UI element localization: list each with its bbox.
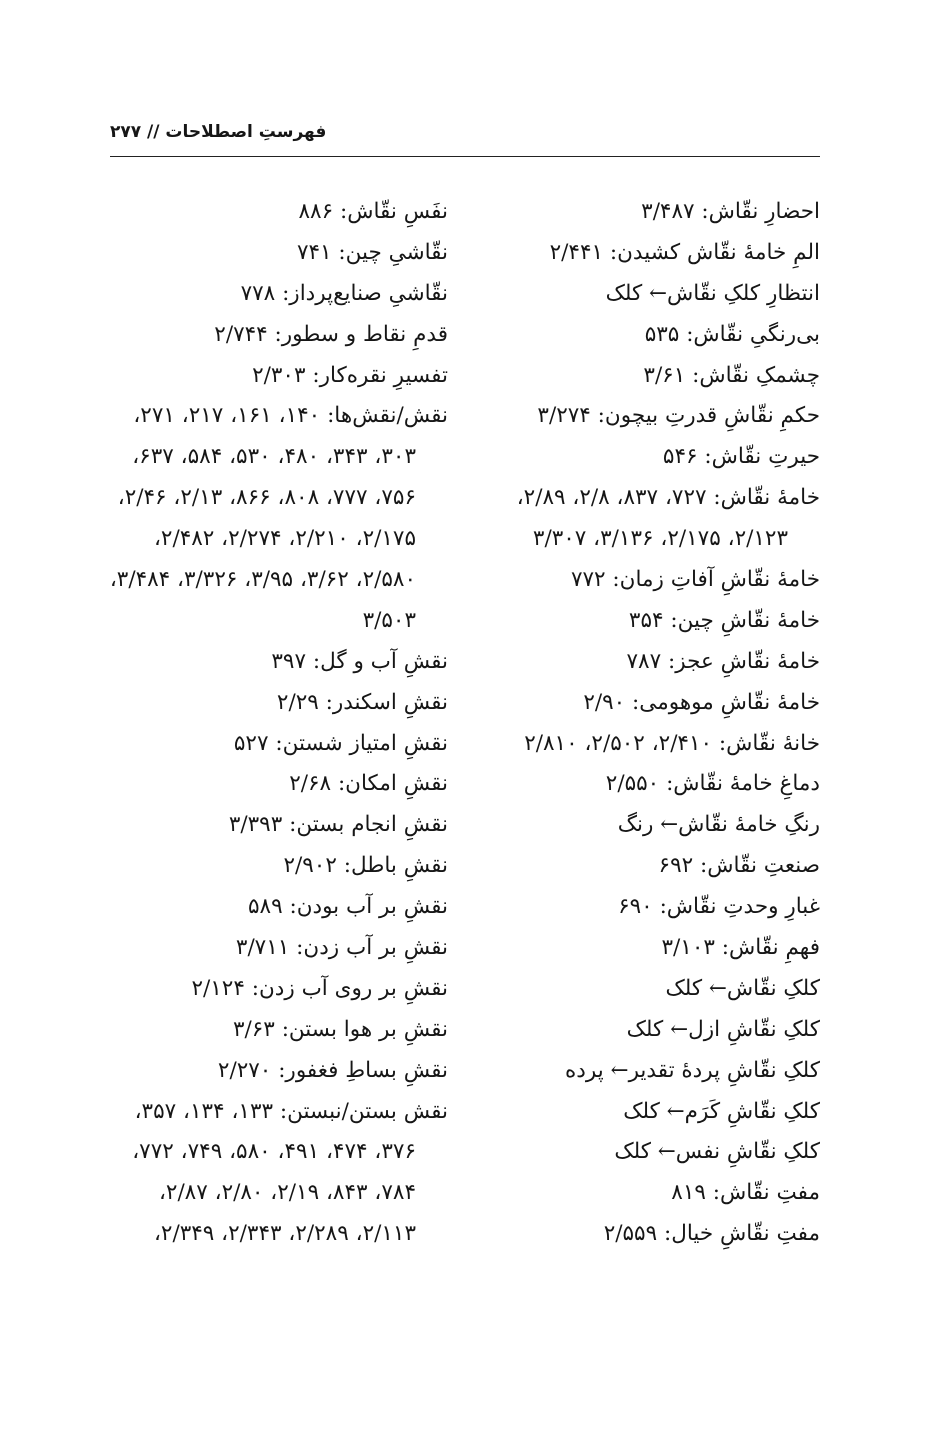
index-entry: نقشِ بر روی آب زدن: ۲/۱۲۴ xyxy=(191,975,448,1001)
index-entry: نفَسِ نقّاش: ۸۸۶ xyxy=(298,199,448,224)
index-entry: نقشِ بساطِ فغفور: ۲/۲۷۰ xyxy=(217,1057,448,1083)
index-column-left xyxy=(88,192,448,1255)
index-entry: خامهٔ نقّاشِ موهومی: ۲/۹۰ xyxy=(583,689,820,715)
index-entry: نقشِ امتیاز شستن: ۵۲۷ xyxy=(233,730,448,756)
index-entry: نقّاشیِ صنایع‌پرداز: ۷۷۸ xyxy=(240,280,448,306)
index-entry: خانهٔ نقّاش: ۲/۴۱۰، ۲/۵۰۲، ۲/۸۱۰ xyxy=(524,730,820,756)
index-entry: احضارِ نقّاش: ۳/۴۸۷ xyxy=(641,199,820,224)
header-title: فهرستِ اصطلاحات // ۲۷۷ xyxy=(110,122,327,142)
index-entry: کلکِ نقّاشِ نفس← کلک xyxy=(614,1139,820,1165)
index-entry: کلکِ نقّاشِ ازل← کلک xyxy=(626,1016,820,1042)
index-entry-continuation: ۲/۱۲۳، ۲/۱۷۵، ۳/۱۳۶، ۳/۳۰۷ xyxy=(532,526,788,552)
index-entry: غبارِ وحدتِ نقّاش: ۶۹۰ xyxy=(618,894,820,920)
index-entry: رنگِ خامهٔ نقّاش← رنگ xyxy=(617,812,820,838)
index-entry: دماغِ خامهٔ نقّاش: ۲/۵۵۰ xyxy=(605,771,820,797)
index-entry: نقش/نقش‌ها: ۱۴۰، ۱۶۱، ۲۱۷، ۲۷۱، xyxy=(133,403,448,429)
index-entry: کلکِ نقّاشِ پردهٔ تقدیر← پرده xyxy=(565,1057,820,1083)
index-entry: خامهٔ نقّاش: ۷۲۷، ۸۳۷، ۲/۸، ۲/۸۹، xyxy=(516,485,820,511)
index-entry-continuation: ۲/۱۷۵، ۲/۲۱۰، ۲/۲۷۴، ۲/۴۸۲، xyxy=(153,526,416,552)
index-entry-continuation: ۷۵۶، ۷۷۷، ۸۰۸، ۸۶۶، ۲/۱۳، ۲/۴۶، xyxy=(117,485,416,511)
index-entry: چشمکِ نقّاش: ۳/۶۱ xyxy=(643,362,820,388)
index-entry-continuation: ۳۷۶، ۴۷۴، ۴۹۱، ۵۸۰، ۷۴۹، ۷۷۲، xyxy=(132,1139,416,1165)
index-entry: خامهٔ نقّاشِ عجز: ۷۸۷ xyxy=(626,648,820,674)
index-entry: نقّاشیِ چین: ۷۴۱ xyxy=(296,239,448,265)
index-entry: مفتِ نقّاشِ خیال: ۲/۵۵۹ xyxy=(603,1221,820,1247)
index-entry: نقشِ انجام بستن: ۳/۳۹۳ xyxy=(228,812,448,838)
index-entry: نقشِ اسکندر: ۲/۲۹ xyxy=(276,689,448,715)
index-entry: کلکِ نقّاشِ کَرَم← کلک xyxy=(623,1098,820,1124)
index-entry: المِ خامهٔ نقّاش کشیدن: ۲/۴۴۱ xyxy=(549,239,820,265)
index-entry: انتظارِ کلکِ نقّاش← کلک xyxy=(605,280,820,306)
index-entry: خامهٔ نقّاشِ چین: ۳۵۴ xyxy=(628,607,820,633)
index-entry: قدمِ نقاط و سطور: ۲/۷۴۴ xyxy=(214,321,448,347)
index-entry: خامهٔ نقّاشِ آفاتِ زمان: ۷۷۲ xyxy=(570,567,820,593)
index-entry: نقش بستن/نبستن: ۱۳۳، ۱۳۴، ۳۵۷، xyxy=(134,1098,448,1124)
index-entry: بی‌رنگیِ نقّاش: ۵۳۵ xyxy=(644,321,820,347)
index-entry: حیرتِ نقّاش: ۵۴۶ xyxy=(662,444,820,470)
index-entry: نقشِ بر آب بودن: ۵۸۹ xyxy=(247,894,448,920)
index-entry: فهمِ نقّاش: ۳/۱۰۳ xyxy=(661,935,820,961)
index-entry: حکمِ نقّاشِ قدرتِ بیچون: ۳/۲۷۴ xyxy=(537,403,820,429)
index-entry-continuation: ۲/۱۱۳، ۲/۲۸۹، ۲/۳۴۳، ۲/۳۴۹، xyxy=(153,1221,416,1247)
index-entry: نقشِ امکان: ۲/۶۸ xyxy=(289,771,448,797)
index-entry-continuation: ۲/۵۸۰، ۳/۶۲، ۳/۹۵، ۳/۳۲۶، ۳/۴۸۴، xyxy=(109,567,416,593)
index-entry-continuation: ۳۰۳، ۳۴۳، ۴۸۰، ۵۳۰، ۵۸۴، ۶۳۷، xyxy=(132,444,416,470)
index-column-right xyxy=(490,192,820,1255)
index-entry: نقشِ آب و گل: ۳۹۷ xyxy=(271,648,448,674)
index-entry: نقشِ بر هوا بستن: ۳/۶۳ xyxy=(232,1016,448,1042)
running-header xyxy=(110,118,820,157)
index-entry-continuation: ۷۸۴، ۸۴۳، ۲/۱۹، ۲/۸۰، ۲/۸۷، xyxy=(158,1180,416,1206)
index-entry: نقشِ بر آب زدن: ۳/۷۱۱ xyxy=(235,935,448,961)
index-entry: نقشِ باطل: ۲/۹۰۲ xyxy=(283,853,448,879)
index-entry: صنعتِ نقّاش: ۶۹۲ xyxy=(658,853,820,879)
index-entry: کلکِ نقّاش← کلک xyxy=(665,975,820,1001)
index-entry: تفسیرِ نقره‌کار: ۲/۳۰۳ xyxy=(252,362,448,388)
index-entry-continuation: ۳/۵۰۳ xyxy=(362,607,416,633)
index-entry: مفتِ نقّاش: ۸۱۹ xyxy=(671,1180,820,1206)
